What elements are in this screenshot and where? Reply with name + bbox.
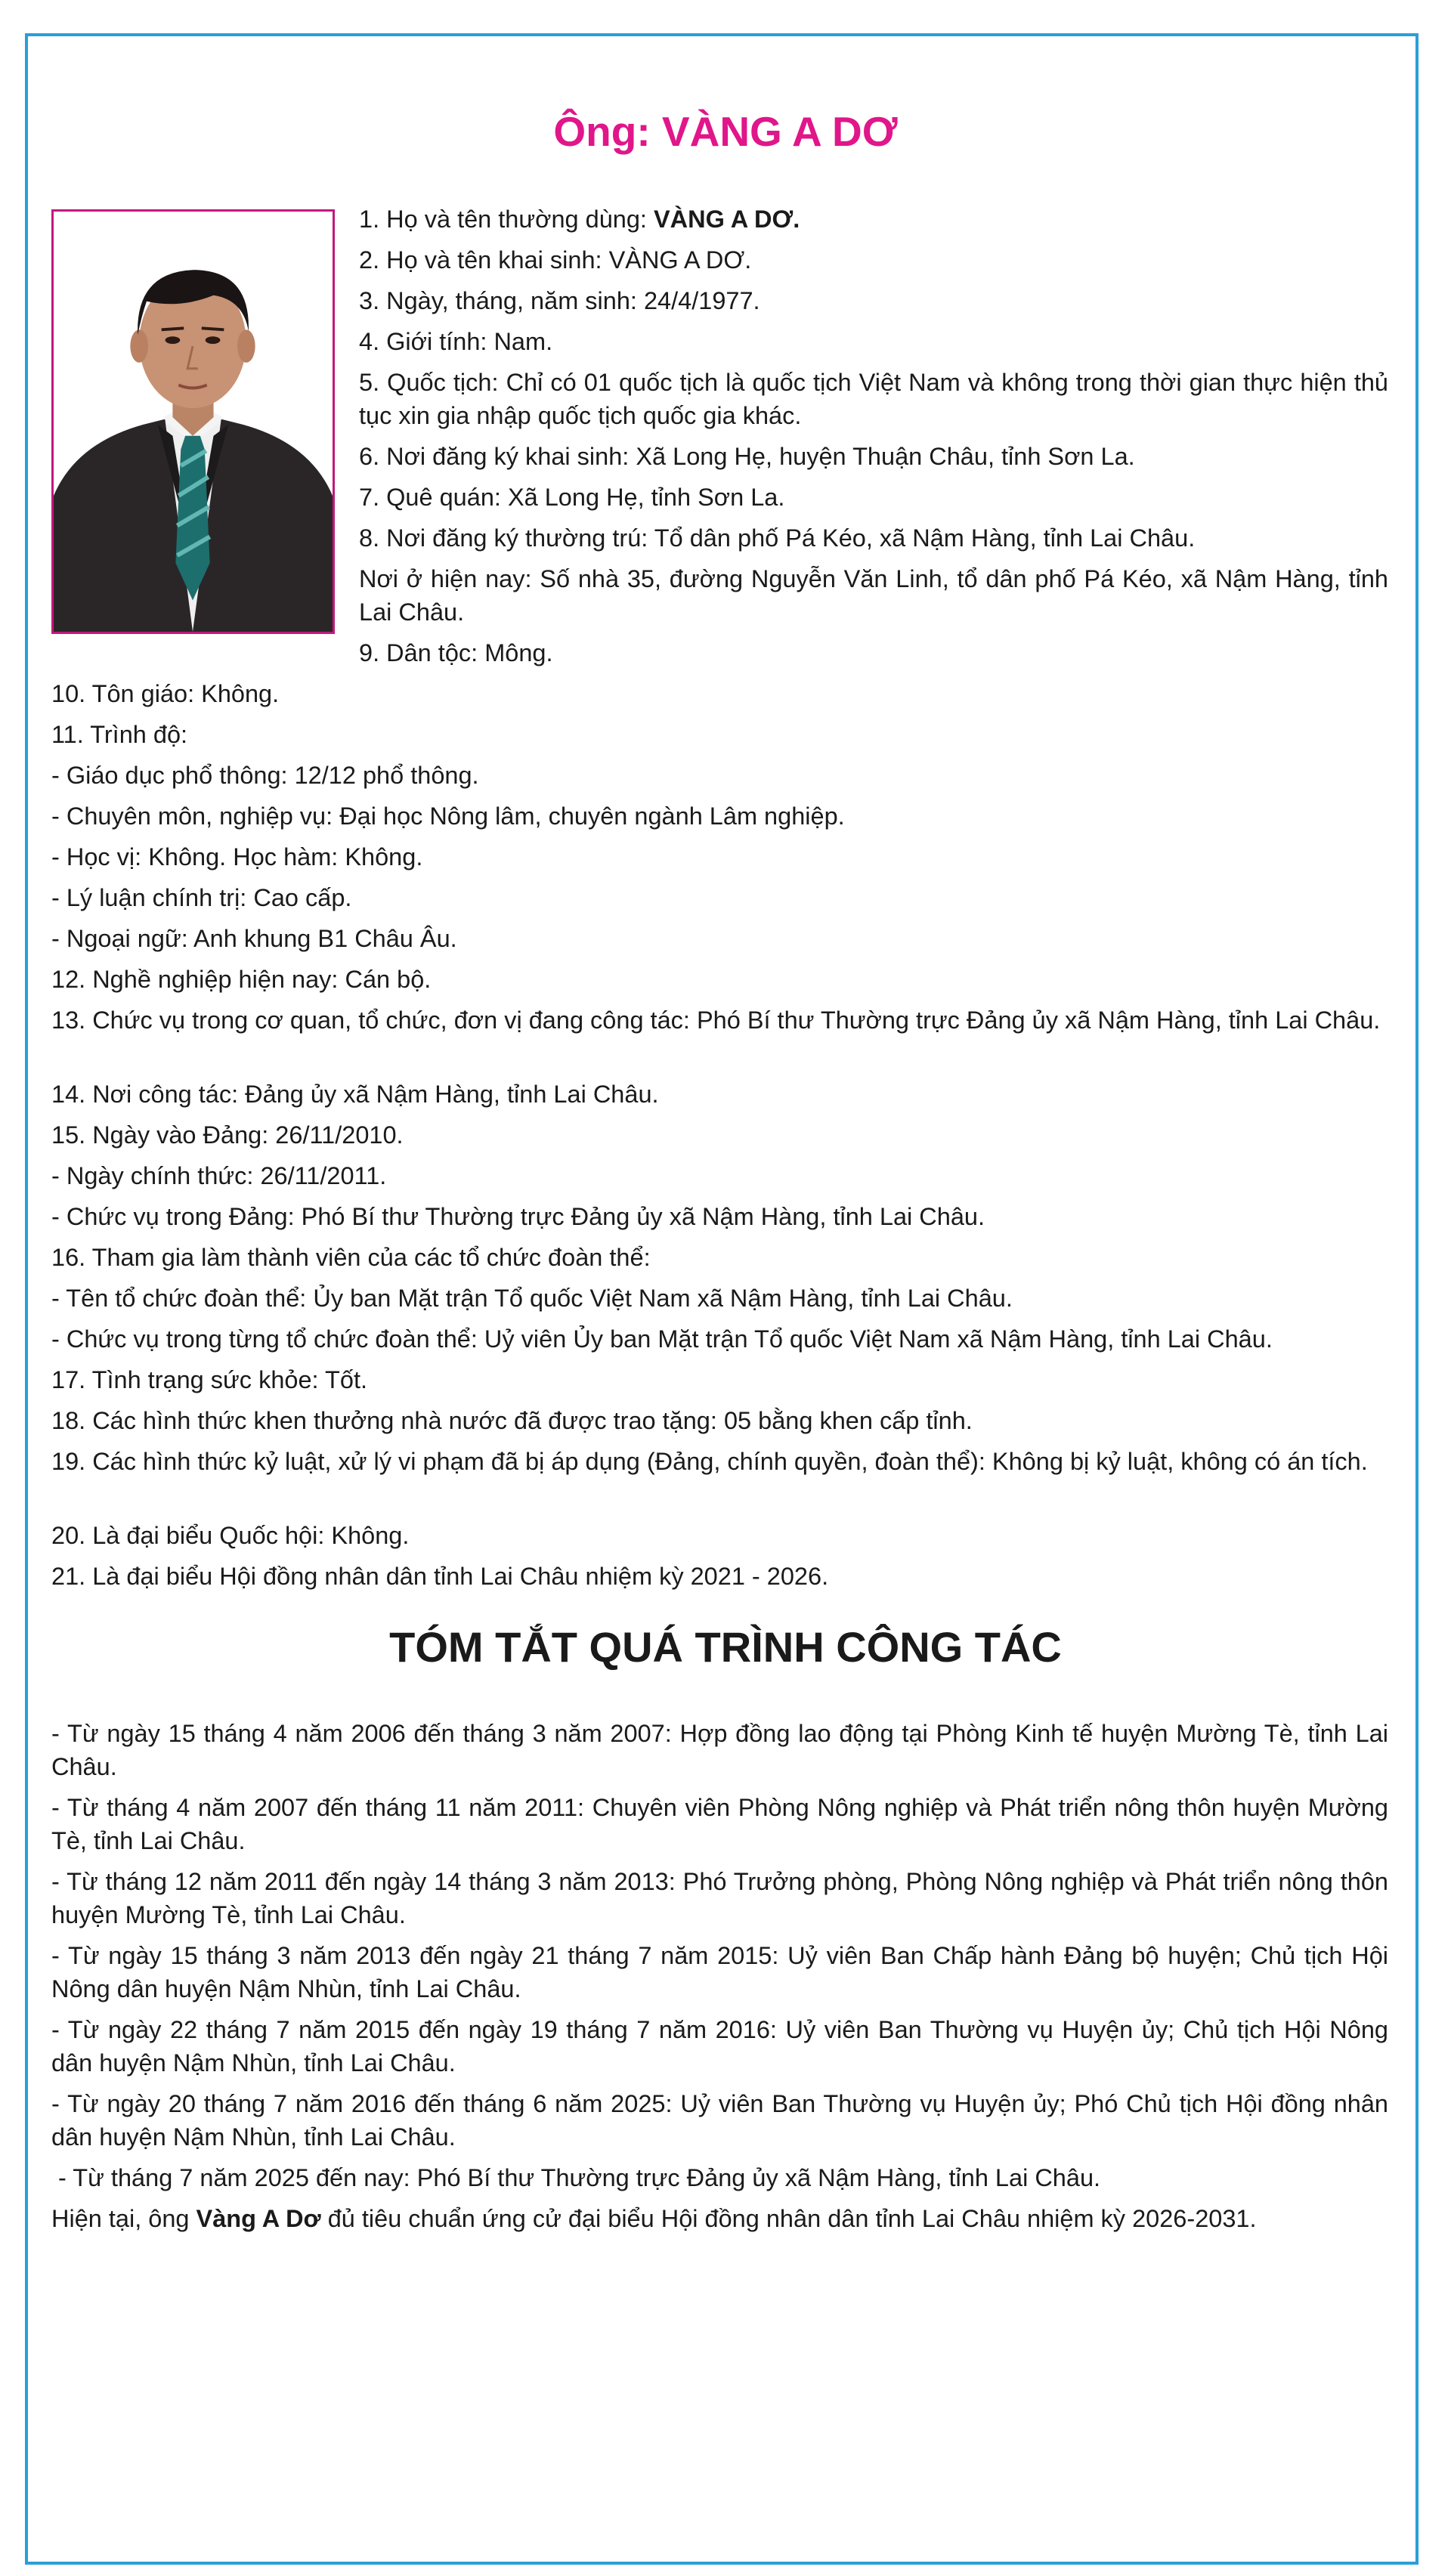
field-current-residence: Nơi ở hiện nay: Số nhà 35, đường Nguyễn Văn Linh, tổ dân phố Pá Kéo, xã Nậm Hàng, tỉnh Lai Châu. <box>359 565 1388 626</box>
field-awards: 18. Các hình thức khen thưởng nhà nước đã được trao tặng: 05 bằng khen cấp tỉnh. <box>51 1407 973 1434</box>
field-organization-name: - Tên tổ chức đoàn thể: Ủy ban Mặt trận Tổ quốc Việt Nam xã Nậm Hàng, tỉnh Lai Châu. <box>51 1285 1013 1312</box>
field-birth-registration: 6. Nơi đăng ký khai sinh: Xã Long Hẹ, huyện Thuận Châu, tỉnh Sơn La. <box>359 443 1135 470</box>
portrait-image <box>54 212 333 632</box>
field-organization-role: - Chức vụ trong từng tổ chức đoàn thể: Uỷ viên Ủy ban Mặt trận Tổ quốc Việt Nam xã Nậm Hàng, tỉnh Lai Châu. <box>51 1325 1273 1353</box>
career-item: - Từ ngày 22 tháng 7 năm 2015 đến ngày 19 tháng 7 năm 2016: Uỷ viên Ban Thường vụ Huyện ủy; Chủ tịch Hội Nông dân huyện Nậm Nhùn, tỉnh Lai Châu. <box>51 2016 1388 2077</box>
conclusion-name: Vàng A Dơ <box>196 2205 321 2232</box>
field-health: 17. Tình trạng sức khỏe: Tốt. <box>51 1366 368 1393</box>
field-hometown: 7. Quê quán: Xã Long Hẹ, tỉnh Sơn La. <box>359 484 785 511</box>
field-provincial-council: 21. Là đại biểu Hội đồng nhân dân tỉnh Lai Châu nhiệm kỳ 2021 - 2026. <box>51 1563 829 1590</box>
field-political-theory: - Lý luận chính trị: Cao cấp. <box>51 884 352 911</box>
field-birth-name: 2. Họ và tên khai sinh: VÀNG A DƠ. <box>359 246 752 274</box>
career-item: - Từ ngày 15 tháng 4 năm 2006 đến tháng 3 năm 2007: Hợp đồng lao động tại Phòng Kinh tế huyện Mường Tè, tỉnh Lai Châu. <box>51 1720 1388 1780</box>
field-permanent-residence: 8. Nơi đăng ký thường trú: Tổ dân phố Pá Kéo, xã Nậm Hàng, tỉnh Lai Châu. <box>359 524 1196 552</box>
portrait-photo <box>51 209 335 634</box>
field-party-join-date: 15. Ngày vào Đảng: 26/11/2010. <box>51 1121 404 1149</box>
field-gender: 4. Giới tính: Nam. <box>359 328 553 355</box>
career-item: - Từ tháng 12 năm 2011 đến ngày 14 tháng 3 năm 2013: Phó Trưởng phòng, Phòng Nông nghiệp và Phát triển nông thôn huyện Mường Tè, tỉnh Lai Châu. <box>51 1868 1388 1928</box>
field-occupation: 12. Nghề nghiệp hiện nay: Cán bộ. <box>51 966 432 993</box>
field-specialization: - Chuyên môn, nghiệp vụ: Đại học Nông lâm, chuyên ngành Lâm nghiệp. <box>51 802 845 830</box>
field-general-education: - Giáo dục phổ thông: 12/12 phổ thông. <box>51 762 479 789</box>
field-education-heading: 11. Trình độ: <box>51 721 188 748</box>
career-item: - Từ ngày 15 tháng 3 năm 2013 đến ngày 21 tháng 7 năm 2015: Uỷ viên Ban Chấp hành Đảng bộ huyện; Chủ tịch Hội Nông dân huyện Nậm Nhùn, tỉnh Lai Châu. <box>51 1942 1388 2002</box>
conclusion-text: đủ tiêu chuẩn ứng cử đại biểu Hội đồng nhân dân tỉnh Lai Châu nhiệm kỳ 2026-2031. <box>320 2205 1257 2232</box>
field-party-official-date: - Ngày chính thức: 26/11/2011. <box>51 1162 387 1189</box>
field-position: 13. Chức vụ trong cơ quan, tổ chức, đơn vị đang công tác: Phó Bí thư Thường trực Đảng ủy xã Nậm Hàng, tỉnh Lai Châu. <box>51 1007 1381 1034</box>
field-party-position: - Chức vụ trong Đảng: Phó Bí thư Thường trực Đảng ủy xã Nậm Hàng, tỉnh Lai Châu. <box>51 1203 985 1230</box>
field-national-assembly: 20. Là đại biểu Quốc hội: Không. <box>51 1522 410 1549</box>
field-nationality: 5. Quốc tịch: Chỉ có 01 quốc tịch là quốc tịch Việt Nam và không trong thời gian thực hiện thủ tục xin gia nhập quốc tịch quốc gia khác. <box>359 369 1388 429</box>
field-organizations-heading: 16. Tham gia làm thành viên của các tổ chức đoàn thể: <box>51 1244 651 1271</box>
field-value: VÀNG A DƠ. <box>653 206 800 233</box>
field-religion: 10. Tôn giáo: Không. <box>51 680 280 707</box>
field-discipline: 19. Các hình thức kỷ luật, xử lý vi phạm đã bị áp dụng (Đảng, chính quyền, đoàn thể): Không bị kỷ luật, không có án tích. <box>51 1448 1368 1475</box>
career-item: - Từ tháng 7 năm 2025 đến nay: Phó Bí thư Thường trực Đảng ủy xã Nậm Hàng, tỉnh Lai Châu. <box>51 2164 1101 2191</box>
career-item: - Từ ngày 20 tháng 7 năm 2016 đến tháng 6 năm 2025: Uỷ viên Ban Thường vụ Huyện ủy; Phó Chủ tịch Hội đồng nhân dân huyện Nậm Nhùn, tỉnh Lai Châu. <box>51 2090 1388 2151</box>
career-item: - Từ tháng 4 năm 2007 đến tháng 11 năm 2011: Chuyên viên Phòng Nông nghiệp và Phát triển nông thôn huyện Mường Tè, tỉnh Lai Châu. <box>51 1794 1388 1854</box>
field-academic-degree: - Học vị: Không. Học hàm: Không. <box>51 843 423 871</box>
field-workplace: 14. Nơi công tác: Đảng ủy xã Nậm Hàng, tỉnh Lai Châu. <box>51 1081 659 1108</box>
field-label: 1. Họ và tên thường dùng: <box>359 206 654 233</box>
field-birth-date: 3. Ngày, tháng, năm sinh: 24/4/1977. <box>359 287 760 314</box>
career-heading: TÓM TẮT QUÁ TRÌNH CÔNG TÁC <box>389 1623 1062 1671</box>
career-conclusion <box>51 2202 1257 2235</box>
conclusion-text: Hiện tại, ông <box>51 2205 196 2232</box>
page-title: Ông: VÀNG A DƠ <box>553 108 898 155</box>
field-foreign-language: - Ngoại ngữ: Anh khung B1 Châu Âu. <box>51 925 457 952</box>
field-ethnicity: 9. Dân tộc: Mông. <box>359 639 553 666</box>
field-common-name <box>359 203 800 236</box>
